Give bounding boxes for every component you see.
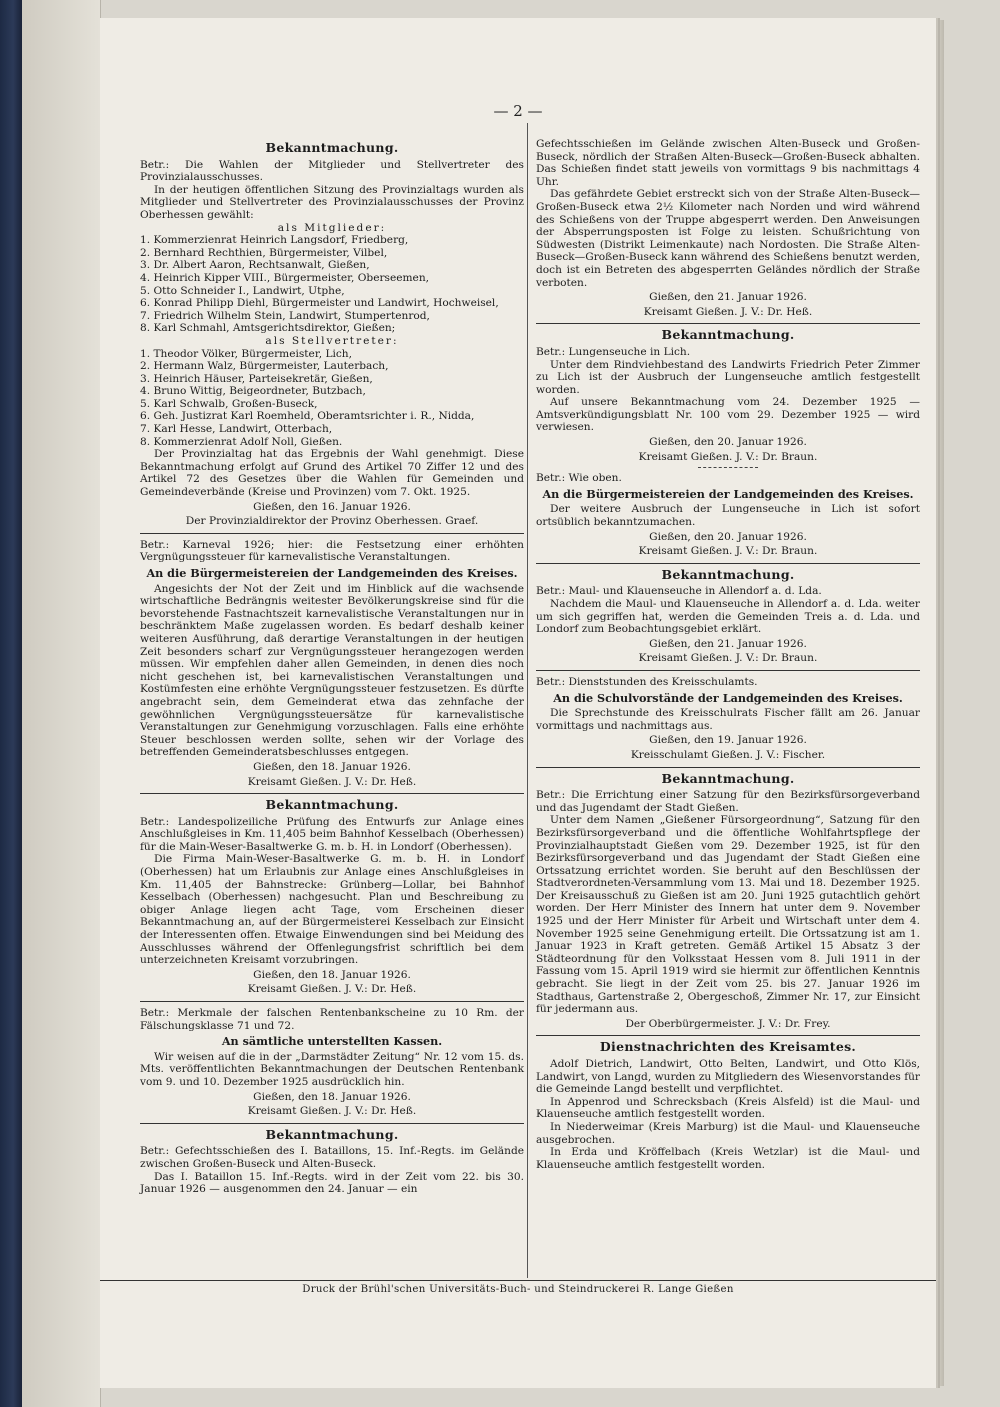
notice-signature: Kreisamt Gießen. J. V.: Dr. Heß. [247, 1105, 417, 1118]
list-heading: als Mitglieder: [277, 221, 387, 234]
notice-heading: Dienstnachrichten des Kreisamtes. [599, 1039, 857, 1055]
column-divider [527, 123, 528, 1278]
page-stack-edge [936, 20, 944, 1386]
notice-subject: Betr.: Karneval 1926; hier: die Festsetzung einer erhöhten Vergnügungssteuer für karnevalistische Veranstaltungen. [140, 538, 524, 564]
list-item: 5. Karl Schwalb, Großen-Buseck, [140, 397, 318, 410]
notice-heading: Bekanntmachung. [661, 566, 795, 582]
notice-heading: Bekanntmachung. [661, 327, 795, 343]
notice-signature: Kreisamt Gießen. J. V.: Dr. Heß. [247, 775, 417, 788]
right-column [536, 138, 920, 1171]
notice-signature: Kreisamt Gießen. J. V.: Dr. Braun. [638, 545, 818, 558]
notice-heading: Bekanntmachung. [265, 797, 399, 813]
list-item: 4. Heinrich Kipper VIII., Bürgermeister, Oberseemen, [140, 271, 430, 284]
notice-text: Adolf Dietrich, Landwirt, Otto Belten, Landwirt, und Otto Klös, Landwirt, von Langd, wurden zu Mitgliedern des Wiesenvorstandes für die Gemeinde Langd bestellt und verpflichtet. [536, 1058, 920, 1096]
notice-signature: Der Oberbürgermeister. J. V.: Dr. Frey. [625, 1017, 831, 1030]
notice-date: Gießen, den 20. Januar 1926. [649, 436, 807, 449]
notice-heading: Bekanntmachung. [265, 1126, 399, 1142]
notice-text: In Erda und Kröffelbach (Kreis Wetzlar) ist die Maul- und Klauenseuche amtlich festgestellt worden. [536, 1146, 920, 1171]
notice-addressee: An die Bürgermeistereien der Landgemeinden des Kreises. [146, 566, 518, 580]
list-item: 2. Hermann Walz, Bürgermeister, Lauterbach, [140, 360, 389, 373]
notice-signature: Kreisamt Gießen. J. V.: Dr. Heß. [247, 983, 417, 996]
section-rule [536, 767, 920, 768]
notice-signature: Kreisamt Gießen. J. V.: Dr. Braun. [638, 652, 818, 665]
list-item: 5. Otto Schneider I., Landwirt, Utphe, [140, 284, 345, 297]
notice-text: Der Provinzialtag hat das Ergebnis der Wahl genehmigt. Diese Bekanntmachung erfolgt auf Grund des Artikel 70 Ziffer 12 und des Artikel 72 des Gesetzes über die Wahlen für Gemeinden und Gemeindeverbände (Kreise und Provinzen) vom 7. Okt. 1925. [140, 448, 524, 499]
left-column [140, 138, 524, 1196]
book-binding [0, 0, 22, 1407]
list-item: 6. Geh. Justizrat Karl Roemheld, Oberamtsrichter i. R., Nidda, [140, 410, 475, 423]
notice-date: Gießen, den 16. Januar 1926. [253, 500, 411, 513]
left-page-edge [22, 0, 101, 1407]
page [100, 18, 936, 1388]
list-item: 3. Dr. Albert Aaron, Rechtsanwalt, Gießen, [140, 259, 370, 272]
notice-subject: Betr.: Maul- und Klauenseuche in Allendorf a. d. Lda. [536, 585, 822, 598]
notice-signature: Der Provinzialdirektor der Provinz Oberhessen. Graef. [185, 515, 479, 528]
notice-text: Gefechtsschießen im Gelände zwischen Alten-Buseck und Großen-Buseck, nördlich der Straßen Alten-Buseck—Großen-Buseck abhalten. Das Schießen findet statt jeweils von vormittags 9 bis nachmittags 4 Uhr. [536, 138, 920, 188]
notice-date: Gießen, den 20. Januar 1926. [649, 530, 807, 543]
notice-addressee: An sämtliche unterstellten Kassen. [221, 1034, 443, 1049]
notice-text: In Appenrod und Schrecksbach (Kreis Alsfeld) ist die Maul- und Klauenseuche amtlich festgestellt worden. [536, 1095, 920, 1121]
list-item: 8. Kommerzienrat Adolf Noll, Gießen. [140, 435, 343, 448]
notice-text: Angesichts der Not der Zeit und im Hinblick auf die wachsende wirtschaftliche Bedrängnis weitester Bevölkerungskreise sind für die bevorstehende Fastnachtszeit karnevalistische Veranstaltungen nur in beschränktem Maße zugelassen worden. Es bedarf deshalb keiner weiteren Ausführung, daß derartige Veranstaltungen in der heutigen Zeit besonders scharf zur Vergnügungssteuer herangezogen werden müssen. Wir empfehlen daher allen Gemeinden, in denen dies noch nicht geschehen ist, bei karnevalistischen Veranstaltungen und Kostümfesten eine erhöhte Vergnügungssteuer festzusetzen. Es dürfte angebracht sein, dem Gemeinderat etwa das zehnfache der gewöhnlichen Vergnügungssteuersätze für karnevalistische Veranstaltungen zur Genehmigung vorzuschlagen. Falls eine erhöhte Steuer beschlossen werden sollte, sehen wir der Vorlage des betreffenden Gemeinderatsbeschlusses entgegen. [140, 582, 524, 759]
notice-date: Gießen, den 18. Januar 1926. [253, 760, 411, 773]
notice-subject: Betr.: Lungenseuche in Lich. [536, 345, 691, 358]
notice-date: Gießen, den 18. Januar 1926. [253, 1090, 411, 1103]
notice-subject: Betr.: Dienststunden des Kreisschulamts. [536, 675, 758, 688]
list-item: 7. Karl Hesse, Landwirt, Otterbach, [140, 423, 333, 436]
notice-subject: Betr.: Gefechtsschießen des I. Bataillons, 15. Inf.-Regts. im Gelände zwischen Großen-Buseck und Alten-Buseck. [140, 1145, 524, 1170]
section-rule [140, 533, 524, 534]
notice-heading: Bekanntmachung. [265, 140, 399, 155]
notice-signature: Kreisamt Gießen. J. V.: Dr. Heß. [643, 305, 813, 318]
notice-subject: Betr.: Landespolizeiliche Prüfung des Entwurfs zur Anlage eines Anschlußgleises in Km. 11,405 beim Bahnhof Kesselbach (Oberhessen) für die Main-Weser-Basaltwerke G. m. b. H. in Londorf (Oberhessen). [140, 815, 524, 853]
notice-text: Auf unsere Bekanntmachung vom 24. Dezember 1925 — Amtsverkündigungsblatt Nr. 100 vom 29. Dezember 1925 — wird verwiesen. [536, 396, 920, 434]
notice-date: Gießen, den 21. Januar 1926. [649, 291, 807, 304]
notice-subject: Betr.: Wie oben. [536, 472, 622, 485]
section-rule [140, 793, 524, 794]
list-item: 1. Theodor Völker, Bürgermeister, Lich, [140, 347, 353, 360]
notice-signature: Kreisamt Gießen. J. V.: Dr. Braun. [638, 450, 818, 463]
notice-text: Die Sprechstunde des Kreisschulrats Fischer fällt am 26. Januar vormittags und nachmittags aus. [536, 707, 920, 732]
section-rule [536, 1035, 920, 1036]
notice-heading: Bekanntmachung. [661, 770, 795, 786]
section-rule [140, 1123, 524, 1124]
separator-dash [698, 467, 758, 468]
printer-imprint: Druck der Brühl'schen Universitäts-Buch- und Steindruckerei R. Lange Gießen [100, 1280, 936, 1295]
notice-date: Gießen, den 21. Januar 1926. [649, 637, 807, 650]
notice-text: Das gefährdete Gebiet erstreckt sich von der Straße Alten-Buseck—Großen-Buseck etwa 2½ Kilometer nach Norden und wird während des Schießens von der Truppe abgesperrt werden. Den Anweisungen der Absperrungsposten ist Folge zu leisten. Schußrichtung von Südwesten (Distrikt Leimenkaute) nach Nordosten. Die Straße Alten-Buseck—Großen-Buseck kann während des Schießens benutzt werden, doch ist ein Betreten des abgesperrten Geländes nördlich der Straße verboten. [536, 188, 920, 289]
list-item: 3. Heinrich Häuser, Parteisekretär, Gießen, [140, 372, 373, 385]
section-rule [536, 670, 920, 671]
notice-subject: Betr.: Die Wahlen der Mitglieder und Stellvertreter des Provinzialausschusses. [140, 158, 524, 184]
notice-text: Unter dem Rindviehbestand des Landwirts Friedrich Peter Zimmer zu Lich ist der Ausbruch der Lungenseuche amtlich festgestellt worden. [536, 358, 920, 396]
list-item: 8. Karl Schmahl, Amtsgerichtsdirektor, Gießen; [140, 322, 396, 335]
notice-text: Nachdem die Maul- und Klauenseuche in Allendorf a. d. Lda. weiter um sich gegriffen hat, werden die Gemeinden Treis a. d. Lda. und Londorf zum Beobachtungsgebiet erklärt. [536, 598, 920, 636]
notice-date: Gießen, den 19. Januar 1926. [649, 734, 807, 747]
notice-text: Wir weisen auf die in der „Darmstädter Zeitung“ Nr. 12 vom 15. ds. Mts. veröffentlichten Bekanntmachungen der Deutschen Rentenbank vom 9. und 10. Dezember 1925 ausdrücklich hin. [140, 1050, 524, 1088]
list-item: 6. Konrad Philipp Diehl, Bürgermeister und Landwirt, Hochweisel, [140, 297, 499, 310]
list-item: 7. Friedrich Wilhelm Stein, Landwirt, Stumpertenrod, [140, 309, 430, 322]
notice-text: Das I. Bataillon 15. Inf.-Regts. wird in der Zeit vom 22. bis 30. Januar 1926 — ausgenommen den 24. Januar — ein [140, 1170, 524, 1196]
list-item: 2. Bernhard Rechthien, Bürgermeister, Vilbel, [140, 246, 388, 259]
notice-text: In der heutigen öffentlichen Sitzung des Provinzialtags wurden als Mitglieder und Stellvertreter des Provinzialausschusses der Provinz Oberhessen gewählt: [140, 183, 524, 221]
members-list [140, 234, 524, 335]
list-item: 1. Kommerzienrat Heinrich Langsdorf, Friedberg, [140, 234, 409, 247]
notice-text: In Niederweimar (Kreis Marburg) ist die Maul- und Klauenseuche ausgebrochen. [536, 1120, 920, 1146]
list-heading: als Stellvertreter: [265, 334, 399, 347]
section-rule [536, 563, 920, 564]
notice-subject: Betr.: Merkmale der falschen Rentenbankscheine zu 10 Rm. der Fälschungsklasse 71 und 72. [140, 1007, 524, 1032]
notice-addressee: An die Bürgermeistereien der Landgemeinden des Kreises. [542, 486, 914, 501]
notice-text: Der weitere Ausbruch der Lungenseuche in Lich ist sofort ortsüblich bekanntzumachen. [536, 503, 920, 529]
section-rule [536, 323, 920, 324]
notice-signature: Kreisschulamt Gießen. J. V.: Fischer. [630, 748, 826, 761]
page-number: — 2 — [493, 102, 543, 120]
notice-text: Unter dem Namen „Gießener Fürsorgeordnung“, Satzung für den Bezirksfürsorgeverband und die öffentliche Wohlfahrtspflege der Provinzialhauptstadt Gießen vom 29. Dezember 1925, ist für den Bezirksfürsorgeverband und das Jugendamt der Stadt Gießen eine Ortssatzung errichtet worden. Sie beruht auf den Beschlüssen der Stadtverordneten-Versammlung vom 13. Mai und 18. Dezember 1925. Der Kreisausschuß zu Gießen ist am 20. Juni 1925 gutachtlich gehört worden. Der Herr Minister des Innern hat unter dem 9. November 1925 und der Herr Minister für Arbeit und Wirtschaft unter dem 4. November 1925 seine Genehmigung erteilt. Die Ortssatzung ist am 1. Januar 1923 in Kraft getreten. Gemäß Artikel 15 Absatz 3 der Städteordnung für den Volksstaat Hessen vom 8. Juli 1911 in der Fassung vom 15. April 1919 wird sie hiermit zur öffentlichen Kenntnis gebracht. Sie liegt in der Zeit vom 25. bis 27. Januar 1926 im Stadthaus, Gartenstraße 2, Obergeschoß, Zimmer Nr. 17, zur Einsicht für jedermann aus. [536, 814, 920, 1016]
notice-date: Gießen, den 18. Januar 1926. [253, 968, 411, 981]
list-item: 4. Bruno Wittig, Beigeordneter, Butzbach, [140, 385, 366, 398]
deputies-list [140, 348, 524, 449]
notice-subject: Betr.: Die Errichtung einer Satzung für den Bezirksfürsorgeverband und das Jugendamt der Stadt Gießen. [536, 789, 920, 814]
section-rule [140, 1001, 524, 1002]
notice-text: Die Firma Main-Weser-Basaltwerke G. m. b. H. in Londorf (Oberhessen) hat um Erlaubnis zur Anlage eines Anschlußgleises in Km. 11,405 der Bahnstrecke: Grünberg—Lollar, bei Bahnhof Kesselbach (Oberhessen) nachgesucht. Plan und Beschreibung zu obiger Anlage liegen acht Tage, vom Erscheinen dieser Bekanntmachung an, auf der Bürgermeisterei Kesselbach zur Einsicht der Interessenten offen. Etwaige Einwendungen sind bei Meidung des Ausschlusses während der Offenlegungsfrist schriftlich bei dem unterzeichneten Kreisamt vorzubringen. [140, 853, 524, 967]
notice-addressee: An die Schulvorstände der Landgemeinden des Kreises. [553, 690, 903, 705]
